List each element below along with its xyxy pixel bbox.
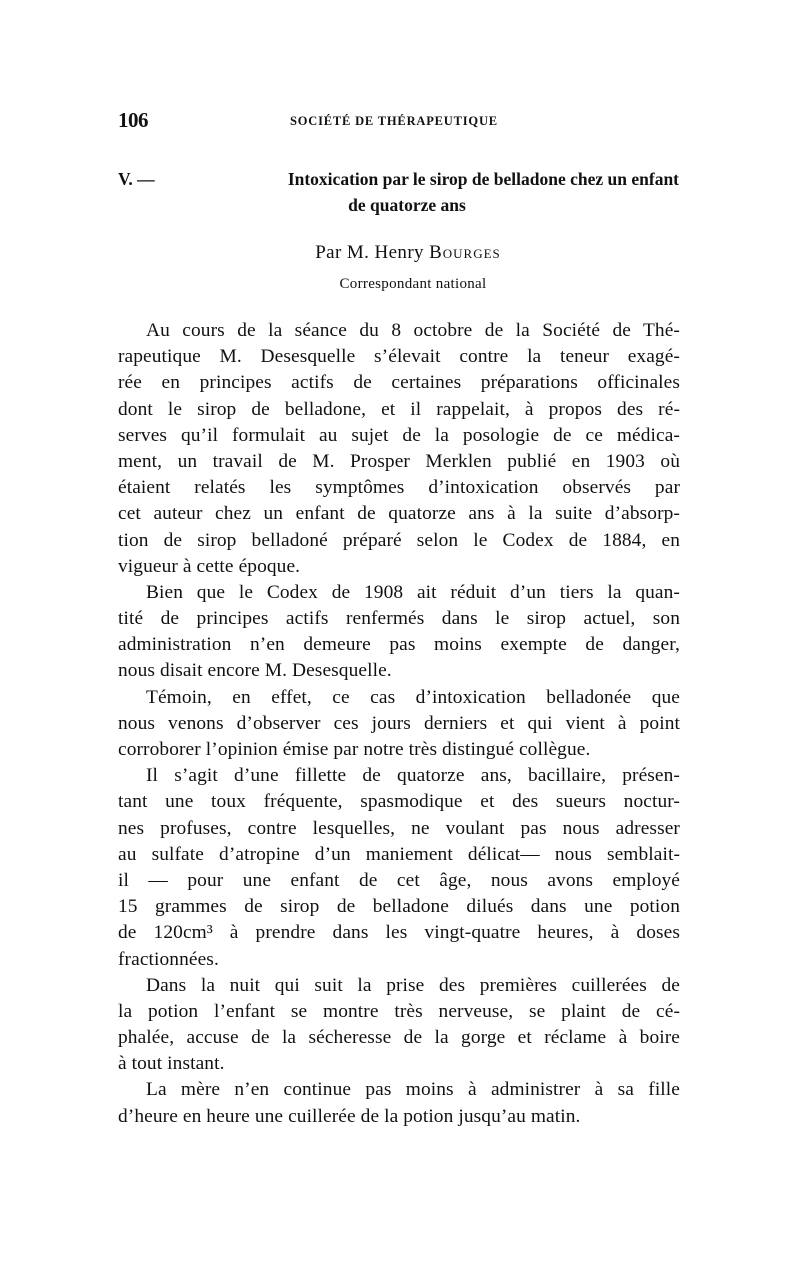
title-number: V. — <box>118 169 155 189</box>
text-line: il — pour une enfant de cet âge, nous avons employé <box>118 869 680 891</box>
author-prefix: Par M. Henry <box>315 242 424 263</box>
text-line: rée en principes actifs de certaines préparations officinales <box>118 372 680 394</box>
text-line: Il s’agit d’une fillette de quatorze ans, bacillaire, présen- <box>146 765 680 787</box>
text-line: La mère n’en continue pas moins à administrer à sa fille <box>146 1079 680 1101</box>
author-line <box>118 240 680 266</box>
title-text-1: Intoxication par le sirop de belladone chez un enfant <box>287 169 679 189</box>
title-line-2: de quatorze ans <box>348 195 466 215</box>
text-line: 15 grammes de sirop de belladone dilués dans une potion <box>118 896 680 918</box>
text-line: nes profuses, contre lesquelles, ne voulant pas nous adresser <box>118 817 680 839</box>
text-line: tant une toux fréquente, spasmodique et des sueurs noctur- <box>118 791 680 813</box>
text-line: Témoin, en effet, ce cas d’intoxication belladonée que <box>146 686 680 708</box>
text-line: fractionnées. <box>118 948 219 970</box>
text-line: à tout instant. <box>118 1053 225 1075</box>
text-line: vigueur à cette époque. <box>118 555 301 577</box>
text-line: d’heure en heure une cuillerée de la potion jusqu’au matin. <box>118 1105 581 1127</box>
text-line: la potion l’enfant se montre très nerveuse, se plaint de cé- <box>118 1000 680 1022</box>
paragraph <box>118 318 680 580</box>
text-line: Bien que le Codex de 1908 ait réduit d’un tiers la quan- <box>146 581 680 603</box>
text-line: Dans la nuit qui suit la prise des premières cuillerées de <box>146 974 680 996</box>
text-line: phalée, accuse de la sécheresse de la gorge et réclame à boire <box>118 1027 680 1049</box>
author-surname: Bourges <box>429 242 501 263</box>
text-line: de 120cm³ à prendre dans les vingt-quatre heures, à doses <box>118 922 680 944</box>
text-line: rapeutique M. Desesquelle s’élevait contre la teneur exagé- <box>118 346 680 368</box>
paragraph <box>118 685 680 764</box>
text-line: au sulfate d’atropine d’un maniement délicat— nous semblait- <box>118 843 680 865</box>
text-line: Au cours de la séance du 8 octobre de la Société de Thé- <box>146 320 680 341</box>
book-page <box>118 108 680 1130</box>
paragraph <box>118 973 680 1078</box>
text-line: serves qu’il formulait au sujet de la posologie de ce médica- <box>118 424 680 446</box>
title-line-1 <box>118 166 679 192</box>
text-line: administration n’en demeure pas moins exempte de danger, <box>118 634 680 656</box>
text-line: dont le sirop de belladone, et il rappelait, à propos des ré- <box>118 398 680 420</box>
text-line: étaient relatés les symptômes d’intoxication observés par <box>118 477 680 499</box>
paragraph <box>118 580 680 685</box>
text-line: tion de sirop belladoné préparé selon le Codex de 1884, en <box>118 529 680 551</box>
text-line: corroborer l’opinion émise par notre très distingué collègue. <box>118 739 591 760</box>
text-line: tité de principes actifs renfermés dans le sirop actuel, son <box>118 608 680 630</box>
text-line: ment, un travail de M. Prosper Merklen publié en 1903 où <box>118 450 680 472</box>
paragraph <box>118 763 680 973</box>
text-line: nous venons d’observer ces jours derniers et qui vient à point <box>118 712 680 734</box>
running-head <box>118 108 680 138</box>
author-affiliation: Correspondant national <box>339 276 487 292</box>
paragraph <box>118 1077 680 1129</box>
text-line: nous disait encore M. Desesquelle. <box>118 660 392 682</box>
body-text <box>118 318 680 1130</box>
article-title <box>118 166 680 218</box>
running-title: SOCIÉTÉ DE THÉRAPEUTIQUE <box>290 114 498 128</box>
page-number: 106 <box>118 108 148 132</box>
text-line: cet auteur chez un enfant de quatorze ans à la suite d’absorp- <box>118 503 680 525</box>
